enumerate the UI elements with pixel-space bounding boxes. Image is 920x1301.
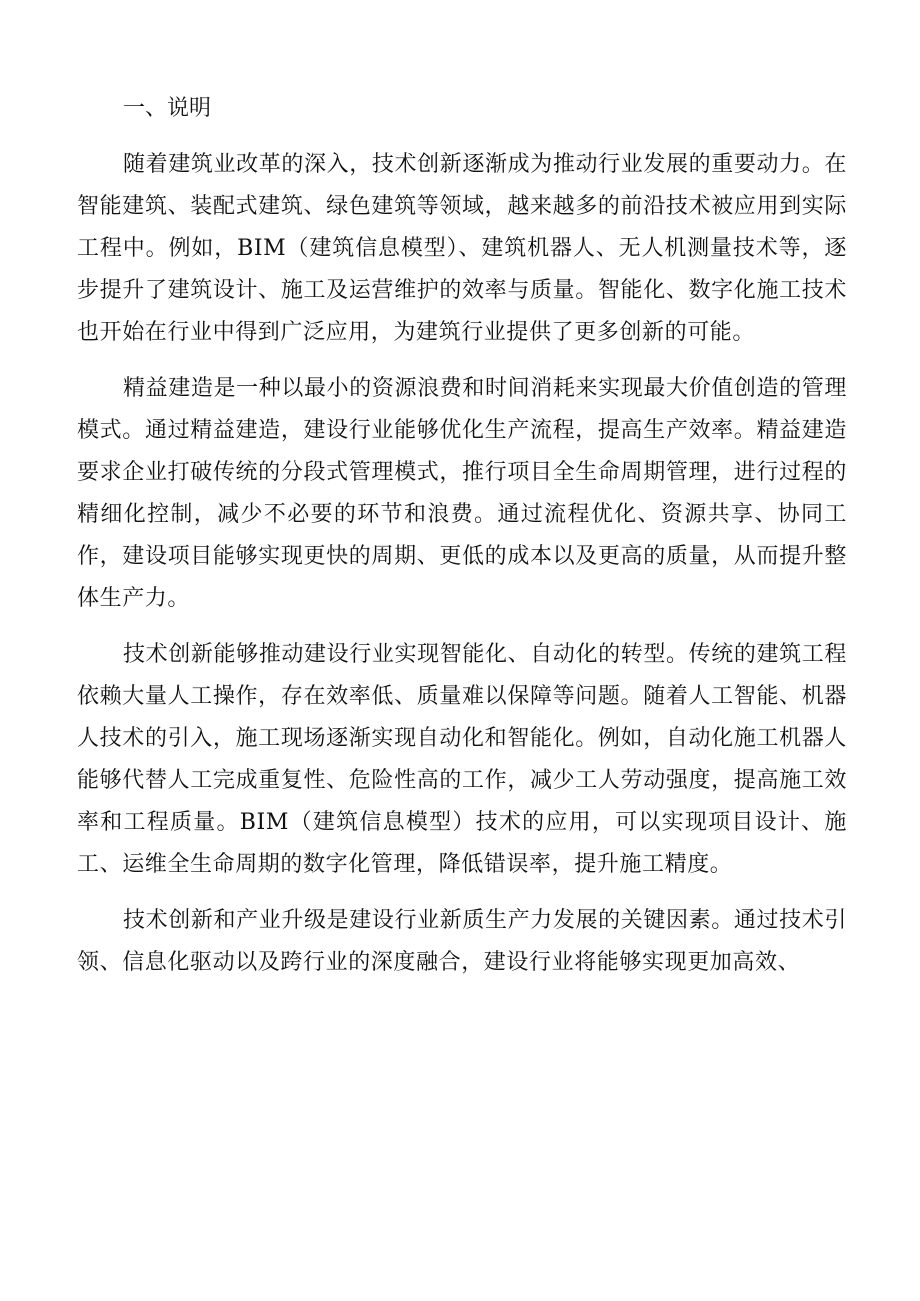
paragraph-2: 精益建造是一种以最小的资源浪费和时间消耗来实现最大价值创造的管理模式。通过精益建造，建设行业能够优化生产流程，提高生产效率。精益建造要求企业打破传统的分段式管理模式，推行项目全生命周期管理，进行过程的精细化控制，减少不必要的环节和浪费。通过流程优化、资源共享、协同工作，建设项目能够实现更快的周期、更低的成本以及更高的质量，从而提升整体生产力。 [77, 376, 847, 611]
document-body [77, 88, 847, 998]
paragraph-3: 技术创新能够推动建设行业实现智能化、自动化的转型。传统的建筑工程依赖大量人工操作，存在效率低、质量难以保障等问题。随着人工智能、机器人技术的引入，施工现场逐渐实现自动化和智能化。例如，自动化施工机器人能够代替人工完成重复性、危险性高的工作，减少工人劳动强度，提高施工效率和工程质量。BIM（建筑信息模型）技术的应用，可以实现项目设计、施工、运维全生命周期的数字化管理，降低错误率，提升施工精度。 [77, 642, 847, 877]
paragraph-1: 随着建筑业改革的深入，技术创新逐渐成为推动行业发展的重要动力。在智能建筑、装配式建筑、绿色建筑等领域，越来越多的前沿技术被应用到实际工程中。例如，BIM（建筑信息模型）、建筑机器人、无人机测量技术等，逐步提升了建筑设计、施工及运营维护的效率与质量。智能化、数字化施工技术也开始在行业中得到广泛应用，为建筑行业提供了更多创新的可能。 [77, 152, 847, 345]
paragraph-4: 技术创新和产业升级是建设行业新质生产力发展的关键因素。通过技术引领、信息化驱动以及跨行业的深度融合，建设行业将能够实现更加高效、 [77, 908, 847, 975]
section-heading: 一、说明 [123, 96, 212, 121]
